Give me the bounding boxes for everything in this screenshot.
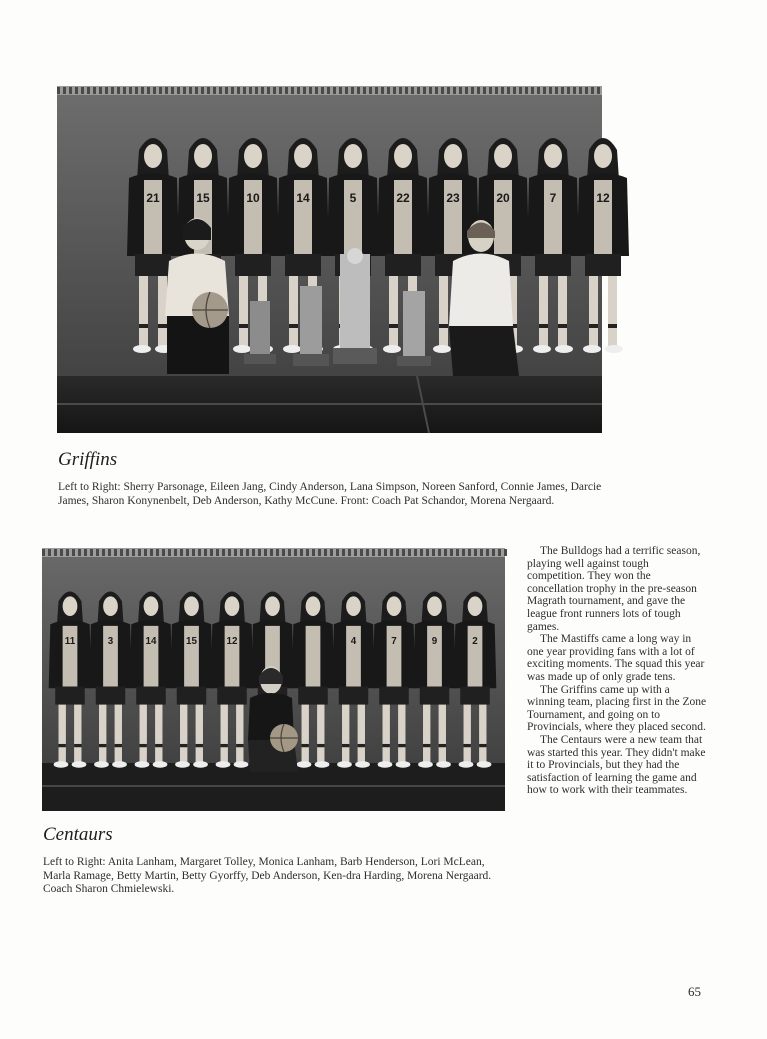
jersey-number: 5 (349, 191, 357, 205)
jersey-number: 12 (596, 191, 610, 205)
griffins-title: Griffins (58, 449, 118, 470)
story-paragraph-griffins: The Griffins came up with a winning team, placing first in the Zone Tournament, and going on to Provincials, where they placed second. (527, 683, 707, 734)
jersey-number: 11 (64, 635, 76, 647)
jersey-number: 23 (446, 191, 460, 205)
centaurs-title: Centaurs (43, 824, 113, 845)
jersey-number: 2 (472, 635, 478, 647)
jersey-number: 10 (246, 191, 260, 205)
griffins-team-photo (57, 86, 610, 433)
story-column (527, 545, 707, 797)
story-paragraph-centaurs: The Centaurs were a new team that was started this year. They didn't make it to Provincials, but they had the satisfaction of learning the game and how to work with their teammates. (527, 733, 706, 797)
jersey-number: 22 (396, 191, 410, 205)
centaurs-caption: Left to Right: Anita Lanham, Margaret Tolley, Monica Lanham, Barb Henderson, Lori McLean, Marla Ramage, Betty Martin, Betty Gyorffy, Deb Anderson, Ken-dra Harding, Morena Nergaard. Coach Sharon Chmielewski. (43, 856, 492, 895)
griffins-caption: Left to Right: Sherry Parsonage, Eileen Jang, Cindy Anderson, Lana Simpson, Noreen Sanford, Connie James, Darcie James, Sharon Konynenbelt, Deb Anderson, Kathy McCune. Front: Coach Pat Schandor, Morena Nergaard. (58, 481, 602, 507)
page-number: 65 (688, 984, 701, 999)
jersey-number: 21 (146, 191, 160, 205)
jersey-number: 20 (496, 191, 510, 205)
jersey-number: 4 (350, 635, 357, 647)
jersey-number: 3 (107, 635, 114, 647)
jersey-number: 14 (145, 635, 157, 647)
centaurs-team-photo (42, 548, 505, 811)
story-paragraph-mastiffs: The Mastiffs came a long way in one year providing fans with a lot of exciting moments. The squad this year was made up of only grade tens. (527, 633, 705, 683)
story-paragraph-bulldogs: The Bulldogs had a terrific season, playing well against tough competition. They won the concellation trophy in the pre-season Magrath tournament, and gave the league front runners lots of tough games. (527, 545, 701, 633)
jersey-number: 9 (431, 635, 438, 647)
jersey-number: 14 (296, 191, 310, 205)
jersey-number: 7 (549, 191, 557, 205)
jersey-number: 15 (196, 191, 210, 205)
jersey-number: 7 (391, 635, 397, 647)
jersey-number: 12 (226, 635, 238, 647)
jersey-number: 15 (186, 635, 197, 647)
